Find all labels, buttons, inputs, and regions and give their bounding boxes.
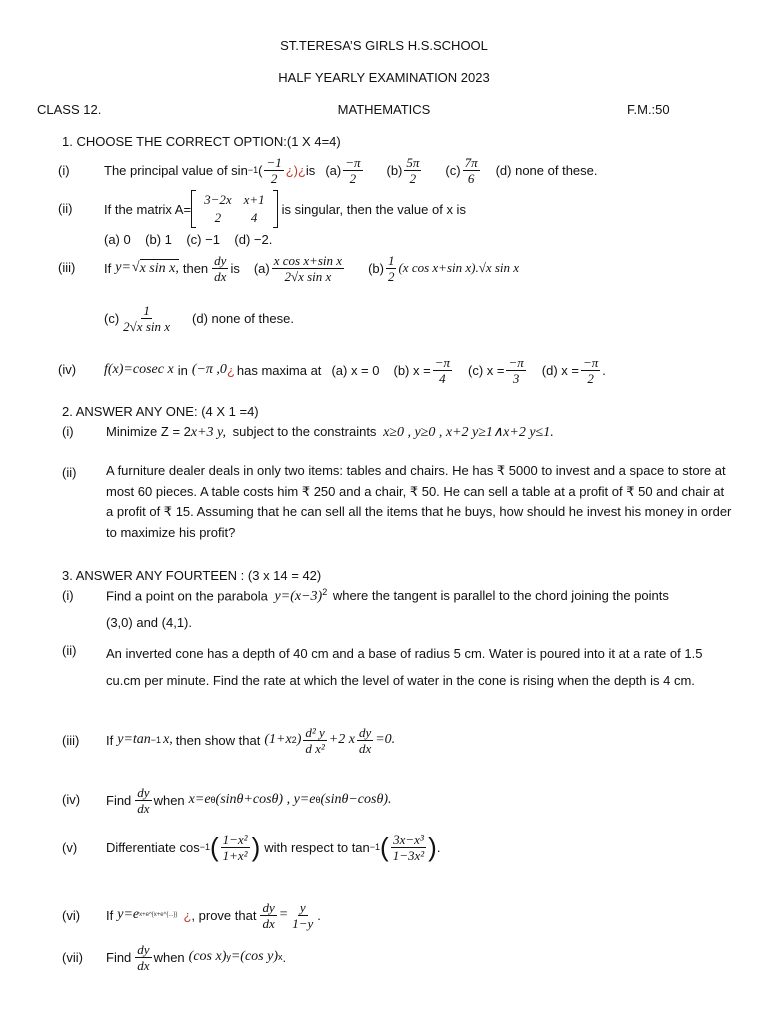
q1-1-number: (i) [58, 163, 70, 178]
q1-2-text: If the matrix A= [104, 201, 192, 217]
q1-3-option-d: (d) none of these. [192, 310, 294, 326]
q1-4-option-c: (c) x = [468, 362, 505, 378]
q1-4-option-a: (a) x = 0 [331, 362, 380, 378]
q3-2-text: An inverted cone has a depth of 40 cm and a base of radius 5 cm. Water is poured into it at a rate of 1.5 cu.cm per minute. Find the rate at which the level of water in the cone is rising when the depth is 4 cm. [106, 646, 703, 688]
section-2-heading: 2. ANSWER ANY ONE: (4 X 1 =4) [62, 404, 259, 419]
q1-3-option-a: (a) [253, 260, 270, 276]
q1-3-body: If y= √ x sin x, then $\frac{dy}{dx}$ is (a) $\frac{\text{x cos x+sin x}}{\text{2√x sin x}}$ (b) $\frac{1}{2}$ (x cos x+sin x).√x sin x [104, 252, 520, 284]
q3-6-body: If y=e x+e^{x+e^{...}} ¿ , prove that $\frac{dy}{dx}$ = $\frac{y}{1-y}$ . [106, 899, 321, 931]
q3-4-number: (iv) [62, 792, 81, 807]
q1-1-option-a: (a) [325, 162, 342, 178]
q1-4-body: f(x)=cosec x in (−π ,0 ¿ has maxima at (a) x = 0 (b) x = $\frac{-\pi}{4}$ (c) x = $\frac{-\pi}{3}$ (d) x = $\frac{-\pi}{2}$ . [104, 354, 606, 386]
class-label: CLASS 12. [37, 102, 102, 117]
section-1-heading: 1. CHOOSE THE CORRECT OPTION:(1 X 4=4) [62, 134, 341, 149]
q1-3-body-2: (c) $\frac{1}{\text{2√x sin x}}$ (d) none of these. [104, 302, 294, 334]
q1-1-glyph: ¿)¿ [285, 162, 306, 178]
q3-4-body: Find $\frac{dy}{dx}$ when x=e θ (sinθ+cosθ) , y=e θ (sinθ−cosθ). [106, 784, 392, 816]
q1-1-inverse: −1 [247, 165, 259, 175]
matrix-a: 3−2x x+1 2 4 [191, 190, 278, 228]
q1-1-text: The principal value of sin [104, 162, 248, 178]
subject-label: MATHEMATICS [337, 102, 431, 117]
q3-3-number: (iii) [62, 733, 80, 748]
q1-1-body: The principal value of sin −1 ( $\frac{-1}{2}$ ¿)¿ is (a) $\frac{-\pi}{2}$ (b) $\frac{5\pi}{2}$ (c) $\frac{7\pi}{6}$ (d) none of these. [104, 154, 598, 186]
q3-7-body: Find $\frac{dy}{dx}$ when (cos x) y =(cos y) x . [106, 941, 287, 973]
q1-1-option-b: (b) [386, 162, 403, 178]
q1-1-option-c: (c) [445, 162, 461, 178]
q1-1-option-d: (d) none of these. [495, 162, 598, 178]
section-3-heading: 3. ANSWER ANY FOURTEEN : (3 x 14 = 42) [62, 568, 322, 583]
q1-2-options: (a) 0 (b) 1 (c) −1 (d) −2. [104, 232, 273, 247]
q1-3-option-c: (c) [104, 310, 120, 326]
q1-3-root: x sin x, [139, 261, 179, 276]
q2-2-number: (ii) [62, 465, 77, 480]
q1-4-option-d: (d) x = [541, 362, 579, 378]
q3-2-number: (ii) [62, 643, 77, 658]
q1-3-number: (iii) [58, 260, 76, 275]
q1-4-number: (iv) [58, 362, 77, 377]
q3-5-body: Differentiate cos −1 ( $\frac{\text{1−x²}}{\text{1+x²}}$ ) with respect to tan −1 ( $\frac{\text{3x−x³}}{\text{1−3x²}}$ ) . [106, 831, 441, 863]
q3-3-body: If y=tan −1 x, then show that (1+x 2 ) $\frac{\text{d² y}}{\text{d x²}}$ +2 x $\frac{dy}{dx}$ =0. [106, 724, 396, 756]
q1-4-option-b: (b) x = [393, 362, 431, 378]
q3-1-number: (i) [62, 588, 74, 603]
q1-2-number: (ii) [58, 201, 73, 216]
q1-3-option-b: (b) [368, 260, 384, 276]
q1-2-body: If the matrix A= 3−2x x+1 2 4 is singular, then the value of x is [104, 188, 466, 230]
q1-1-fraction: $\frac{-1}{2}$ [266, 154, 282, 186]
q3-7-number: (vii) [62, 950, 83, 965]
q2-1-number: (i) [62, 424, 74, 439]
q3-6-number: (vi) [62, 908, 81, 923]
full-marks: F.M.:50 [627, 102, 670, 117]
q3-5-number: (v) [62, 840, 78, 855]
q3-1-line2: (3,0) and (4,1). [106, 615, 192, 630]
exam-title: HALF YEARLY EXAMINATION 2023 [278, 70, 490, 85]
q3-1-body: Find a point on the parabola $y=(x-3)^2$ where the tangent is parallel to the chord joining the points [106, 587, 669, 605]
q2-2-text: A furniture dealer deals in only two items: tables and chairs. He has ₹ 5000 to invest and a space to store at most 60 pieces. A table costs him ₹ 250 and a chair, ₹ 50. He can sell a table at a profit of ₹ 50 and chair at a profit of ₹ 15. Assuming that he can sell all the items that he buys, how should he invest his money in order to maximize his profit? [106, 463, 732, 540]
school-name: ST.TERESA’S GIRLS H.S.SCHOOL [280, 38, 488, 53]
q2-1-body: Minimize Z = 2x+3 y, subject to the constraints x≥0 , y≥0 , x+2 y≥1∧x+2 y≤1. [106, 424, 554, 440]
